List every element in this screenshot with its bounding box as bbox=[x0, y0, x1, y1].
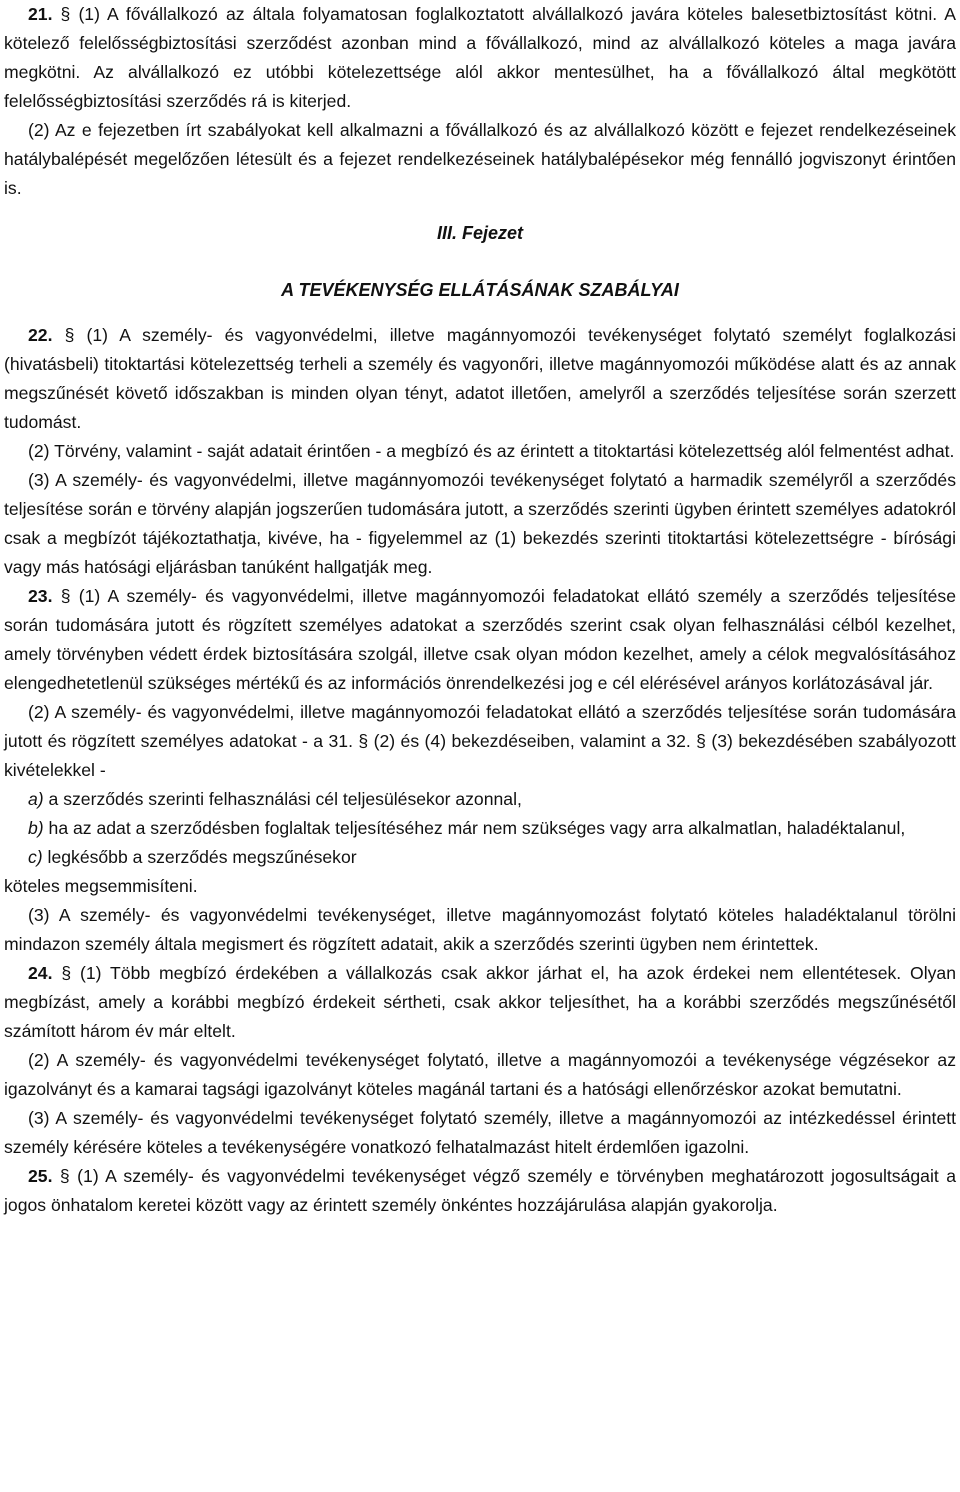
paragraph-text: § (1) A személy- és vagyonvédelmi, illetve magánnyomozói tevékenységet folytató személyt foglalkozási (hivatásbeli) titoktartási kötelezettség terheli a személy és vagyonőri, illetve magánnyomozói működése alatt és az annak megszűnését követő időszakban is minden olyan tényt, adatot illetően, amelyről a szerződés teljesítése során szerzett tudomást. bbox=[4, 325, 956, 432]
section-21-paragraph-2: (2) Az e fejezetben írt szabályokat kell alkalmazni a fővállalkozó és az alvállalkozó között e fejezet rendelkezéseinek hatálybalépését megelőzően létesült és a fejezet rendelkezéseinek hatálybalépésekor még fennálló jogviszonyt érintően is. bbox=[4, 120, 956, 198]
section-23-paragraph-1 bbox=[4, 582, 956, 698]
section-25-paragraph-1 bbox=[4, 1162, 956, 1220]
section-number: 21. bbox=[28, 4, 53, 24]
list-item-b bbox=[4, 814, 956, 843]
section-22-paragraph-2: (2) Törvény, valamint - saját adatait érintően - a megbízó és az érintett a titoktartási kötelezettség alól felmentést adhat. bbox=[28, 441, 955, 461]
list-item-text: legkésőbb a szerződés megszűnésekor bbox=[42, 847, 357, 867]
chapter-title: A TEVÉKENYSÉG ELLÁTÁSÁNAK SZABÁLYAI bbox=[281, 280, 679, 300]
paragraph-text: § (1) A személy- és vagyonvédelmi tevékenységet végző személy e törvényben meghatározott jogosultságait a jogos önhatalom keretei között vagy az érintett személy önkéntes hozzájárulása alapján gyakorolja. bbox=[4, 1166, 956, 1215]
paragraph-text: § (1) A fővállalkozó az általa folyamatosan foglalkoztatott alvállalkozó javára köteles balesetbiztosítást kötni. A kötelező felelősségbiztosítási szerződést azonban mind a fővállalkozó, mind az alvállalkozó köteles a maga javára megkötni. Az alvállalkozó ez utóbbi kötelezettsége alól akkor mentesülhet, ha a fővállalkozó által megkötött felelősségbiztosítási szerződés rá is kiterjed. bbox=[4, 4, 956, 111]
section-24-paragraph-3: (3) A személy- és vagyonvédelmi tevékenységet folytató személy, illetve a magánnyomozói az intézkedéssel érintett személy kérésére köteles a tevékenységére vonatkozó felhatalmazást hitelt érdemlően igazolni. bbox=[4, 1108, 956, 1157]
section-24-paragraph-2: (2) A személy- és vagyonvédelmi tevékenységet folytató, illetve a magánnyomozói a tevékenysége végzésekor az igazolványt és a kamarai tagsági igazolványt köteles magánál tartani és a hatósági ellenőrzéskor azokat bemutatni. bbox=[4, 1050, 956, 1099]
list-item-label: c) bbox=[28, 847, 43, 867]
section-22-paragraph-3: (3) A személy- és vagyonvédelmi, illetve magánnyomozói tevékenységet folytató a harmadik személyről a szerződés teljesítése során e törvény alapján jogszerűen tudomására jutott, a szerződés szerinti ügyben érintett személyes adatokról csak a megbízót tájékoztathatja, kivéve, ha - figyelemmel az (1) bekezdés szerinti titoktartási kötelezettségre - bírósági vagy más hatósági eljárásban tanúként hallgatják meg. bbox=[4, 470, 956, 577]
list-item-text: a szerződés szerinti felhasználási cél teljesülésekor azonnal, bbox=[43, 789, 522, 809]
paragraph-text: § (1) A személy- és vagyonvédelmi, illetve magánnyomozói feladatokat ellátó személy a szerződés teljesítése során tudomására jutott és rögzített személyes adatokat a szerződés szerint csak olyan felhasználási célból kezelhet, amely törvényben védett érdek biztosítására szolgál, illetve csak olyan módon kezelhet, amely a célok megvalósításához elengedhetetlenül szükséges mértékű és az információs önrendelkezési jog e cél elérésével arányos korlátozásával jár. bbox=[4, 586, 956, 693]
section-22-paragraph-1 bbox=[4, 321, 956, 437]
list-item-c bbox=[4, 843, 956, 872]
section-23-closing: köteles megsemmisíteni. bbox=[4, 876, 198, 896]
section-21-paragraph-1 bbox=[4, 0, 956, 116]
list-item-label: a) bbox=[28, 789, 44, 809]
paragraph-text: § (1) Több megbízó érdekében a vállalkozás csak akkor járhat el, ha azok érdekei nem ellentétesek. Olyan megbízást, amely a korábbi megbízó érdekeit sértheti, csak akkor teljesíthet, ha a korábbi szerződés megszűnésétől számított három év már eltelt. bbox=[4, 963, 956, 1041]
section-23-paragraph-3: (3) A személy- és vagyonvédelmi tevékenységet, illetve magánnyomozást folytató köteles haladéktalanul törölni mindazon személy általa megismert és rögzített adatait, akik a szerződés szerinti ügyben nem érintettek. bbox=[4, 905, 956, 954]
list-item-label: b) bbox=[28, 818, 44, 838]
list-item-text: ha az adat a szerződésben foglaltak teljesítéséhez már nem szükséges vagy arra alkalmatlan, haladéktalanul, bbox=[43, 818, 906, 838]
section-number: 22. bbox=[28, 325, 53, 345]
section-number: 25. bbox=[28, 1166, 53, 1186]
chapter-number: III. Fejezet bbox=[436, 223, 524, 243]
section-number: 24. bbox=[28, 963, 53, 983]
section-23-paragraph-2: (2) A személy- és vagyonvédelmi, illetve magánnyomozói feladatokat ellátó a szerződés teljesítése során tudomására jutott és rögzített személyes adatokat - a 31. § (2) és (4) bekezdéseiben, valamint a 32. § (3) bekezdésében szabályozott kivételekkel - bbox=[4, 702, 956, 780]
list-item-a bbox=[4, 785, 956, 814]
section-24-paragraph-1 bbox=[4, 959, 956, 1046]
section-number: 23. bbox=[28, 586, 53, 606]
